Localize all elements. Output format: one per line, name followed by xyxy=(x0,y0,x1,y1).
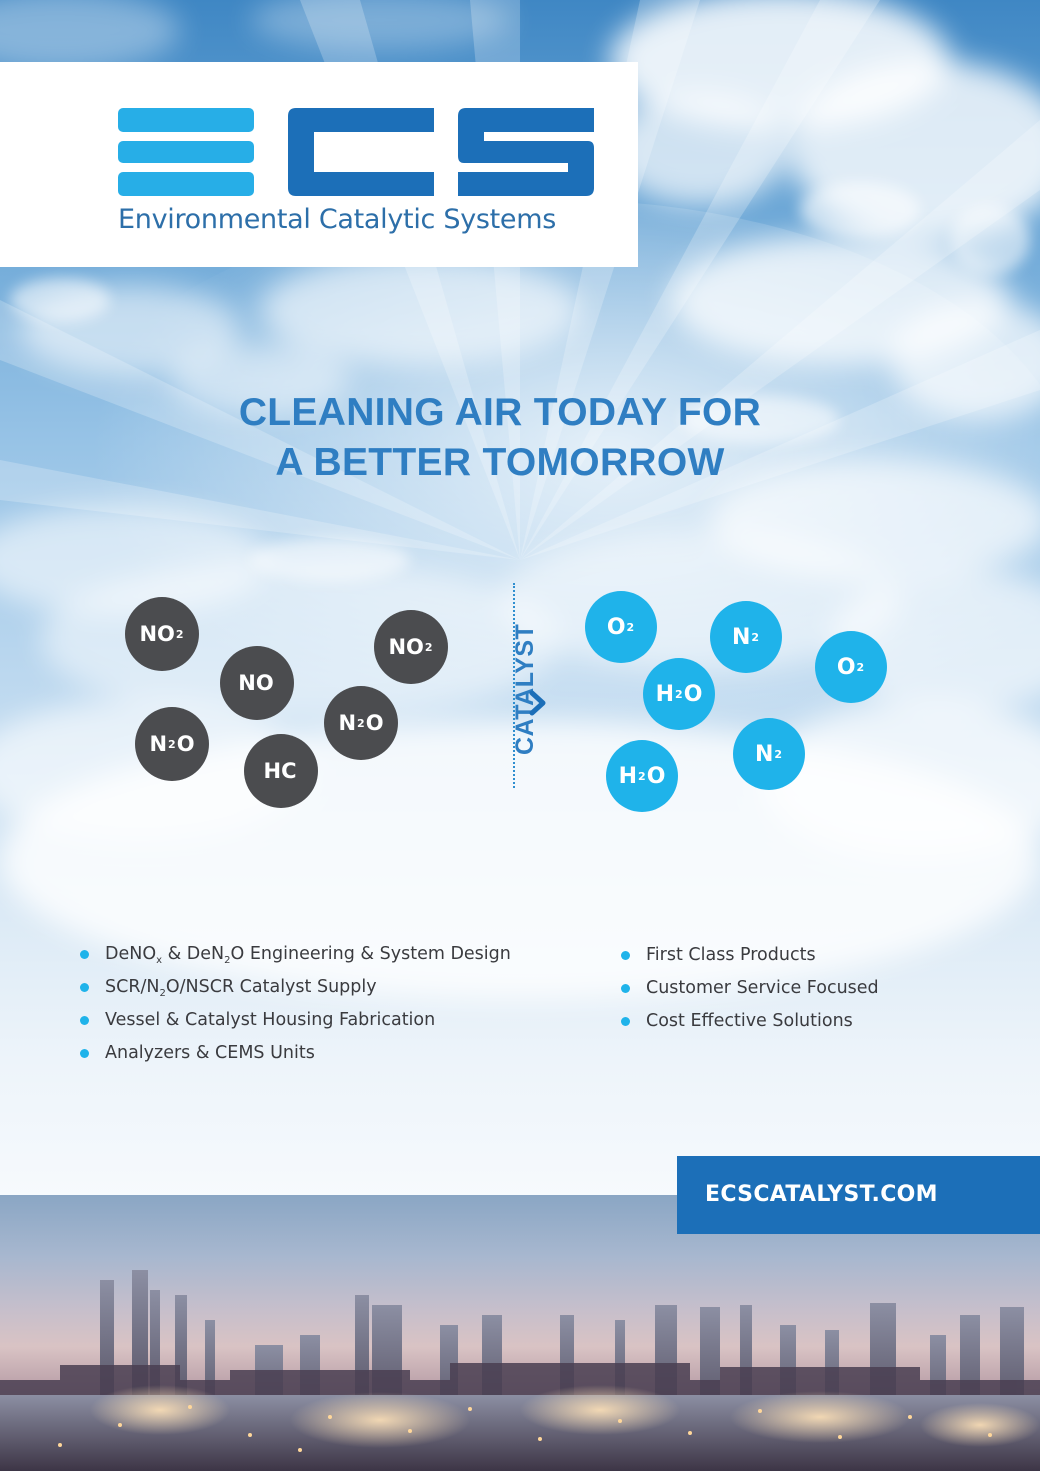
pollutant-molecule: N 2 O xyxy=(135,707,209,781)
bullet-icon xyxy=(621,1017,630,1026)
list-item: Analyzers & CEMS Units xyxy=(80,1037,511,1070)
pollutant-molecule: N 2 O xyxy=(324,686,398,760)
list-item: First Class Products xyxy=(621,939,879,972)
bullet-icon xyxy=(80,983,89,992)
bullet-icon xyxy=(80,950,89,959)
product-molecule: N 2 xyxy=(710,601,782,673)
list-item: DeNO$_x$ & DeN$_2$O Engineering & System Design xyxy=(80,938,511,971)
refinery-skyline-image xyxy=(0,1195,1040,1471)
list-item: Vessel & Catalyst Housing Fabrication xyxy=(80,1004,511,1037)
list-item: Cost Effective Solutions xyxy=(621,1005,879,1038)
catalyst-label: CATALYST xyxy=(511,623,539,755)
services-list-right xyxy=(621,939,879,1038)
bullet-icon xyxy=(80,1016,89,1025)
pollutant-molecule: NO 2 xyxy=(374,610,448,684)
list-item: SCR/$N_2O$/NSCR Catalyst Supply xyxy=(80,971,511,1004)
product-molecule: H 2 O xyxy=(643,658,715,730)
services-list-left xyxy=(80,938,511,1070)
product-molecule: O 2 xyxy=(585,591,657,663)
website-banner[interactable] xyxy=(677,1156,1040,1234)
logo-card xyxy=(0,62,638,267)
product-molecule: H 2 O xyxy=(606,740,678,812)
headline-line-1: CLEANING AIR TODAY FOR xyxy=(238,391,762,434)
pollutant-molecule: HC xyxy=(244,734,318,808)
product-molecule: O 2 xyxy=(815,631,887,703)
list-item: Customer Service Focused xyxy=(621,972,879,1005)
pollutant-molecule: NO xyxy=(220,646,294,720)
ecs-logo xyxy=(118,108,594,196)
pollutant-molecule: NO 2 xyxy=(125,597,199,671)
company-name: Environmental Catalytic Systems xyxy=(118,204,557,235)
bullet-icon xyxy=(80,1049,89,1058)
headline-line-2: A BETTER TOMORROW xyxy=(275,441,725,484)
bullet-icon xyxy=(621,984,630,993)
bullet-icon xyxy=(621,951,630,960)
product-molecule: N 2 xyxy=(733,718,805,790)
website-link[interactable]: ECSCATALYST.COM xyxy=(705,1182,938,1207)
headline xyxy=(140,388,860,488)
chevron-right-icon xyxy=(528,690,548,716)
